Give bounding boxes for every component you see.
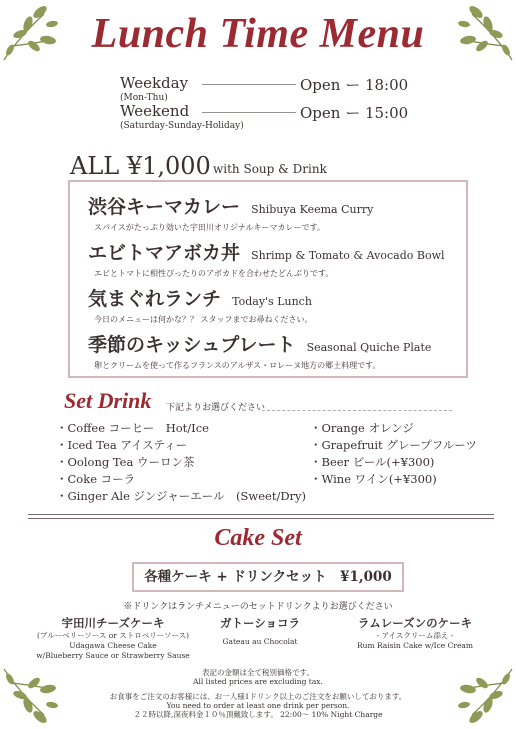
hours-label: Weekend <box>120 102 190 120</box>
hours-label: Weekday <box>120 74 189 92</box>
cake-item <box>28 615 198 661</box>
set-drink-title: Set Drink <box>64 388 152 413</box>
drink-item: ・Oolong Tea ウーロン茶 <box>56 455 195 469</box>
dish-item <box>88 192 458 233</box>
drink-item: ・Grapefruit グレープフルーツ <box>310 438 477 452</box>
footer-note: ２２時以降,深夜料金１０％頂戴致します。 22:00～ 10% Night Charge <box>133 710 383 719</box>
drink-list-left <box>56 420 306 505</box>
cake-item <box>330 615 500 651</box>
drink-item: ・Orange オレンジ <box>310 421 414 435</box>
cake-detail: Gateau au Chocolat <box>222 637 298 646</box>
drink-item: ・Iced Tea アイスティー <box>56 438 188 452</box>
footer-note: お食事をご注文のお客様には、お一人様1ドリンク以上のご注文をお願いしております。 <box>109 692 407 701</box>
page-title: Lunch Time Menu <box>91 11 425 57</box>
drink-list-right <box>310 420 500 488</box>
cake-name: 宇田川チーズケーキ <box>61 616 165 630</box>
hours-divider <box>202 112 296 113</box>
hours-sublabel: (Saturday-Sunday-Holiday) <box>120 121 244 131</box>
cake-detail: (ブルーベリーソース or ストロベリーソース) <box>36 631 190 640</box>
cake-set-note: ※ドリンクはランチメニューのセットドリンクよりお選びください <box>123 602 393 612</box>
dish-description: エビとトマトに相性ぴったりのアボカドを合わせたどんぶりです。 <box>94 269 334 278</box>
drink-item: ・Ginger Ale ジンジャーエール (Sweet/Dry) <box>56 489 307 503</box>
dish-name-jp: 渋谷キーマカレー <box>88 196 241 218</box>
dish-name-jp: エビトマアボカ丼 <box>88 242 241 264</box>
hours-sublabel: (Mon-Thu) <box>120 93 168 103</box>
dish-description: スパイスがたっぷり効いた宇田川オリジナルキーマカレーです。 <box>94 223 325 232</box>
cake-name: ラムレーズンのケーキ <box>357 616 473 630</box>
dish-item <box>88 238 458 279</box>
dish-name-jp: 気まぐれランチ <box>88 288 222 310</box>
lunch-menu-box <box>68 180 468 378</box>
footer-note: You need to order at least one drink per person. <box>166 701 350 710</box>
dish-name-jp: 季節のキッシュプレート <box>88 334 296 356</box>
drink-item: ・Coffee コーヒー Hot/Ice <box>56 421 209 435</box>
drink-item: ・Coke コーラ <box>56 472 136 486</box>
cake-item <box>205 615 315 647</box>
dish-description: 卵とクリームを使って作るフランスのアルザス・ロレーヌ地方の郷土料理です。 <box>94 361 381 370</box>
dish-item <box>88 284 458 325</box>
cake-set-title: Cake Set <box>214 525 302 551</box>
price-subheading: with Soup & Drink <box>213 162 327 176</box>
footer-note: All listed prices are excluding tax. <box>193 677 323 686</box>
dish-item <box>88 330 458 371</box>
drink-item: ・Wine ワイン(+¥300) <box>310 472 437 486</box>
section-divider <box>28 514 494 519</box>
hours-open: Open ー 18:00 <box>300 76 409 94</box>
cake-detail: w/Blueberry Sauce or Strawberry Sause <box>36 651 190 660</box>
cake-set-offer: 各種ケーキ + ドリンクセット ¥1,000 <box>132 562 404 592</box>
dish-name-en: Seasonal Quiche Plate <box>306 341 432 354</box>
dish-name-en: Shrimp & Tomato & Avocado Bowl <box>251 249 445 262</box>
price-heading: ALL ¥1,000 <box>70 152 211 180</box>
cake-detail: Rum Raisin Cake w/Ice Cream <box>357 641 473 650</box>
cake-detail: Udagawa Cheese Cake <box>69 641 157 650</box>
cake-detail: - アイスクリーム添え - <box>376 631 454 640</box>
hours-open: Open ー 15:00 <box>300 104 409 122</box>
cake-name: ガトーショコラ <box>219 616 301 630</box>
dish-name-en: Shibuya Keema Curry <box>251 203 374 216</box>
hours-divider <box>202 84 296 85</box>
dish-name-en: Today's Lunch <box>232 295 312 308</box>
drink-item: ・Beer ビール(+¥300) <box>310 455 435 469</box>
dashed-divider <box>262 410 452 411</box>
set-drink-subtitle: 下記よりお選びください <box>166 403 266 413</box>
footer-note: 表記の金額は全て税別価格です。 <box>202 668 314 677</box>
dish-description: 今日のメニューは何かな？？ スタッフまでお尋ねください。 <box>94 315 313 324</box>
